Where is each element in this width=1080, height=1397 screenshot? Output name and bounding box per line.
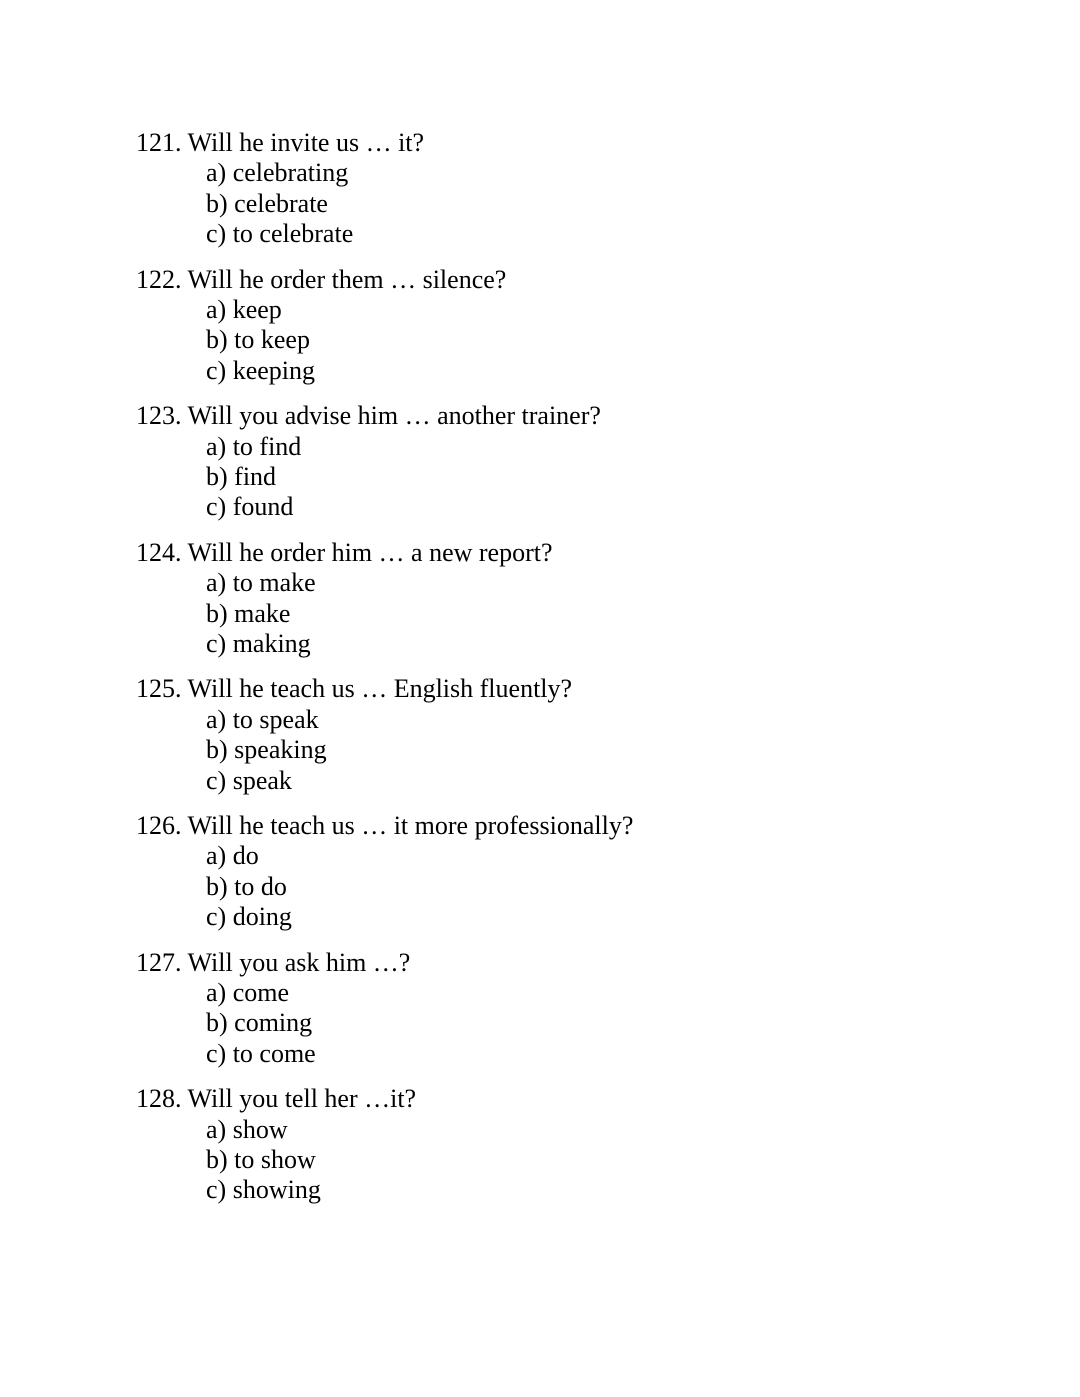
answer-option: c) showing [206,1175,321,1205]
answer-option: c) doing [206,902,292,932]
question-item [136,811,633,933]
answer-option: b) make [206,598,291,628]
answer-option: b) to keep [206,325,310,355]
answer-option: b) to show [206,1145,316,1174]
question-stem: 121. Will he invite us … it? [136,128,425,157]
answer-option: c) to come [206,1038,316,1068]
question-stem: 125. Will he teach us … English fluently? [136,674,573,704]
question-stem: 124. Will he order him … a new report? [136,537,553,567]
answer-option: c) speak [206,765,292,795]
question-item [136,674,572,796]
question-stem: 126. Will he teach us … it more professionally? [136,811,634,840]
answer-option: a) celebrating [206,158,349,188]
answer-option: b) coming [206,1008,313,1038]
answer-option: a) come [206,978,290,1007]
answer-option: a) do [206,841,259,871]
answer-option: b) speaking [206,735,327,765]
answer-option: b) to do [206,871,287,901]
question-stem: 123. Will you advise him … another trainer? [136,401,601,431]
question-item [136,1084,416,1206]
answer-option: c) keeping [206,355,316,385]
answer-option: a) to find [206,431,302,461]
answer-option: a) show [206,1114,288,1144]
answer-option: a) to make [206,568,316,598]
answer-option: a) keep [206,295,282,324]
answer-option: c) to celebrate [206,219,354,249]
answer-option: c) making [206,629,311,659]
answer-option: b) find [206,462,277,491]
answer-option: c) found [206,492,294,522]
question-item [136,401,601,523]
question-item [136,538,553,660]
question-item [136,265,506,387]
answer-option: a) to speak [206,704,319,734]
question-stem: 127. Will you ask him …? [136,947,411,977]
question-item [136,948,410,1070]
question-item [136,128,424,250]
question-stem: 122. Will he order them … silence? [136,264,507,294]
question-stem: 128. Will you tell her …it? [136,1084,417,1114]
answer-option: b) celebrate [206,188,328,218]
